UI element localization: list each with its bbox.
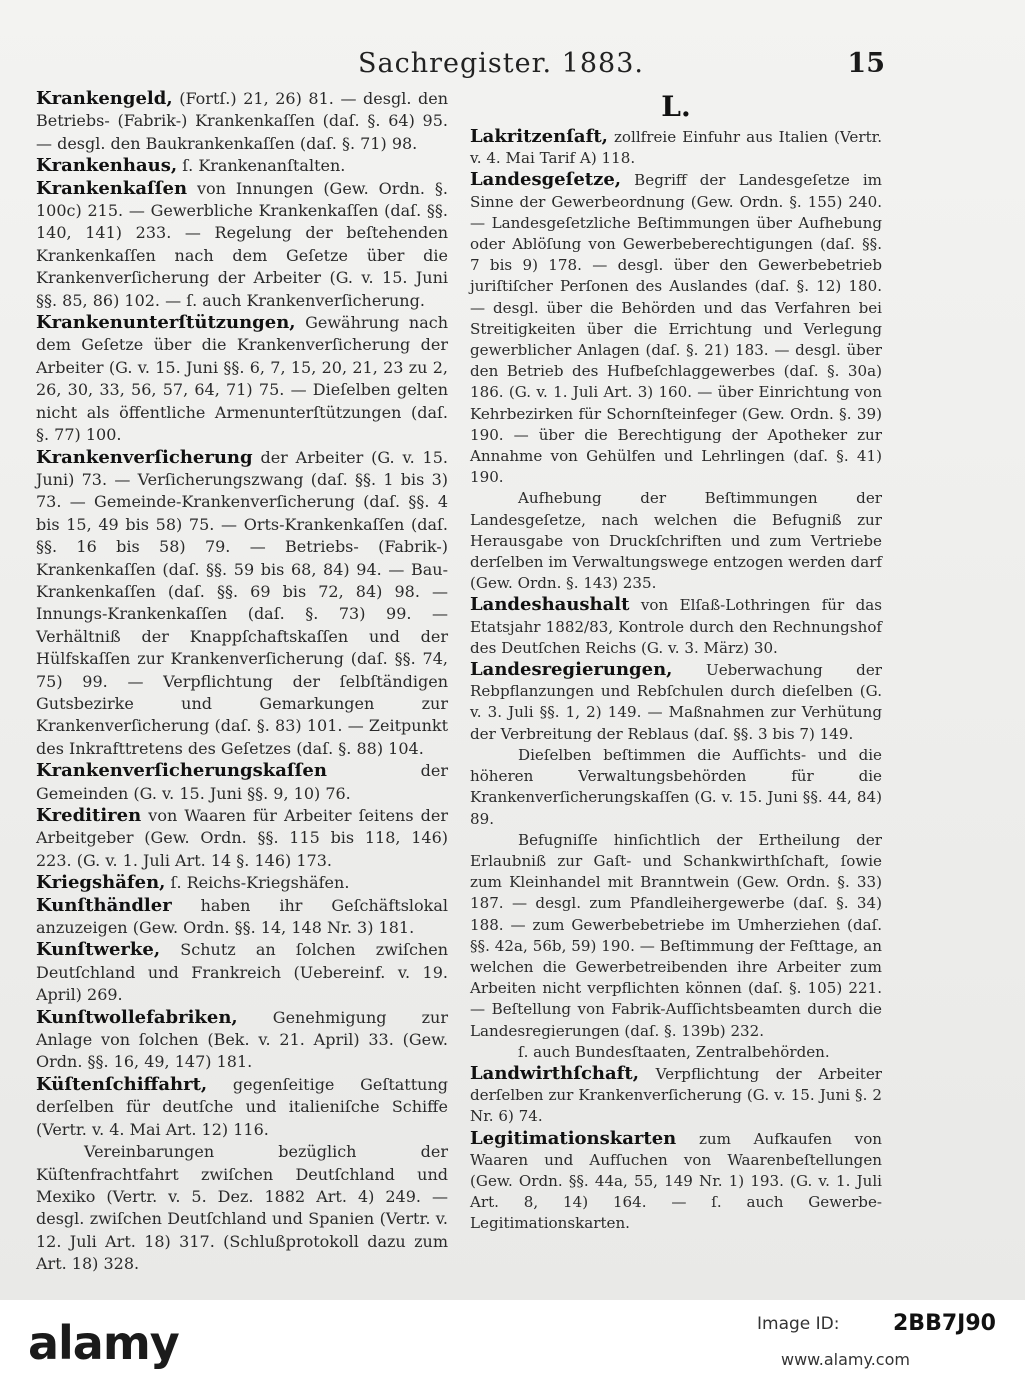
running-head xyxy=(0,48,1025,88)
index-entry xyxy=(36,939,448,1006)
watermark-url: www.alamy.com xyxy=(781,1350,910,1369)
entry-keyword: Legitimationskarten xyxy=(470,1127,677,1149)
entry-keyword: Krankengeld, xyxy=(36,88,173,109)
entry-keyword: Kriegshäfen, xyxy=(36,872,166,894)
entry-text: haben ihr Geſchäftslokal anzuzeigen (Gew. Ordn. §§. 14, 148 Nr. 3) 181. xyxy=(36,895,448,938)
entry-text: von Elſaß-Lothringen für das Etatsjahr 1882/83, Kontrole durch den Rechnungshof des Deutſchen Reichs (G. v. 3. März) 30. xyxy=(470,596,882,657)
entry-keyword: Kreditiren xyxy=(36,805,142,826)
index-entry xyxy=(36,178,448,312)
index-entry xyxy=(470,659,882,745)
entry-text: Verpflichtung der Arbeiter derſelben zur Krankenverſicherung (G. v. 15. Juni §. 2 Nr. 6) 74. xyxy=(470,1064,882,1126)
entry-keyword: Landwirthſchaft, xyxy=(470,1062,639,1084)
entry-text: ſ. Krankenanſtalten. xyxy=(177,156,346,176)
entry-text: Begriff der Landesgeſetze im Sinne der Gewerbeordnung (Gew. Ordn. §. 155) 240. — Landesgeſetzliche Beſtimmungen über Aufhebung oder Ablöſung von Gewerbeberechtigungen (daſ. §§. 7 bis 9) 178. — desgl. über den Gewerbebetrieb juriſtiſcher Perſonen des Auslandes (daſ. §. 12) 180. — desgl. über die Behörden und das Verfahren bei Streitigkeiten über die Errichtung und Verlegung gewerblicher Anlagen (daſ. §. 21) 183. — desgl. über den Betrieb des Hufbeſchlaggewerbes (daſ. §. 30a) 186. (G. v. 1. Juli Art. 3) 160. — über Einrichtung von Kehrbezirken für Schornſteinfeger (Gew. Ordn. §. 39) 190. — über die Berechtigung der Apotheker zur Annahme von Gehülfen und Lehrlingen (daſ. §. 41) 190. xyxy=(470,171,882,487)
entry-text: Gewährung nach dem Geſetze über die Krankenverſicherung der Arbeiter (G. v. 15. Juni §§. 6, 7, 15, 20, 21, 23 zu 2, 26, 30, 33, 56, 57, 64, 71) 75. — Dieſelben gelten nicht als öffentliche Armenunterſtützungen (daſ. §. 77) 100. xyxy=(36,313,448,445)
continuation-paragraph xyxy=(470,488,882,594)
entry-text: der Gemeinden (G. v. 15. Juni §§. 9, 10) 76. xyxy=(36,761,448,803)
index-entry xyxy=(36,895,448,940)
index-entry xyxy=(36,155,448,177)
see-also-line xyxy=(470,1042,882,1063)
entry-keyword: Krankenverſicherung xyxy=(36,446,253,468)
entry-text: gegenſeitige Geſtattung derſelben für deutſche und italieniſche Schiffe (Vertr. v. 4. Mai Art. 12) 116. xyxy=(36,1074,448,1139)
entry-text: von Innungen (Gew. Ordn. §. 100c) 215. — Gewerbliche Krankenkaſſen (daſ. §§. 140, 141) 233. — Regelung der beſtehenden Krankenkaſſen nach dem Geſetze über die Krankenverſicherung der Arbeiter (G. v. 15. Juni §§. 85, 86) 102. — ſ. auch Krankenverſicherung. xyxy=(36,178,448,310)
index-entry xyxy=(36,1074,448,1141)
entry-text: zum Aufkaufen von Waaren und Aufſuchen von Waarenbeſtellungen (Gew. Ordn. §§. 44a, 55, 149 Nr. 1) 193. (G. v. 1. Juli Art. 8, 14) 164. — ſ. auch Gewerbe-Legitimationskarten. xyxy=(470,1129,882,1233)
entry-text: Ueberwachung der Rebpflanzungen und Rebſchulen durch dieſelben (G. v. 3. Juli §§. 1, 2) 149. — Maßnahmen zur Verhütung der Verbreitung der Reblaus (daſ. §§. 3 bis 7) 149. xyxy=(470,661,882,743)
entry-text: Aufhebung der Beſtimmungen der Landesgeſetze, nach welchen die Befugniß zur Herausgabe von Druckſchriften und zum Vertriebe derſelben im Verwaltungswege entzogen werden darf (Gew. Ordn. §. 143) 235. xyxy=(470,489,882,593)
index-entry xyxy=(36,760,448,805)
entry-text: ſ. Reichs-Kriegshäfen. xyxy=(165,873,350,893)
entry-keyword: Krankenkaſſen xyxy=(36,177,188,199)
entry-text: zollfreie Einfuhr aus Italien (Vertr. v. 4. Mai Tarif A) 118. xyxy=(470,128,882,168)
entry-text: von Waaren für Arbeiter ſeitens der Arbeitgeber (Gew. Ordn. §§. 115 bis 118, 146) 223. (G. v. 1. Juli Art. 14 §. 146) 173. xyxy=(36,806,448,870)
entry-text: Genehmigung zur Anlage von ſolchen (Bek. v. 21. April) 33. (Gew. Ordn. §§. 16, 49, 147) 181. xyxy=(36,1007,448,1072)
section-letter: L. xyxy=(661,90,691,123)
entry-keyword: Krankenhaus, xyxy=(36,155,178,177)
entry-keyword: Kunſtwollefabriken, xyxy=(36,1006,238,1028)
entry-keyword: Kunſtwerke, xyxy=(36,939,161,961)
entry-keyword: Kunſthändler xyxy=(36,894,172,916)
index-entry xyxy=(36,88,448,155)
right-column xyxy=(470,88,882,1235)
page-number: 15 xyxy=(847,48,885,79)
entry-keyword: Landesregierungen, xyxy=(470,659,673,681)
image-id-label: Image ID: xyxy=(757,1314,840,1334)
index-entry xyxy=(470,594,882,659)
entry-text: ſ. auch Bundesſtaaten, Zentralbehörden. xyxy=(518,1042,830,1061)
entry-text: Schutz an ſolchen zwiſchen Deutſchland und Frankreich (Uebereinf. v. 19. April) 269. xyxy=(36,940,448,1005)
index-entry xyxy=(36,805,448,872)
image-id: 2BB7J90 xyxy=(893,1311,996,1336)
entry-text: (Fortſ.) 21, 26) 81. — desgl. den Betriebs- (Fabrik-) Krankenkaſſen (daſ. §. 64) 95. — desgl. den Baukrankenkaſſen (daſ. §. 71) 98. xyxy=(36,89,448,153)
continuation-paragraph xyxy=(36,1141,448,1275)
continuation-paragraph xyxy=(470,745,882,830)
entry-text: Vereinbarungen bezüglich der Küſtenfrachtfahrt zwiſchen Deutſchland und Mexiko (Vertr. v. 5. Dez. 1882 Art. 4) 249. — desgl. zwiſchen Deutſchland und Spanien (Vertr. v. 12. Juli Art. 18) 317. (Schlußprotokoll dazu zum Art. 18) 328. xyxy=(36,1142,448,1274)
entry-text: Befugniſſe hinſichtlich der Ertheilung der Erlaubniß zur Gaſt- und Schankwirthſchaft, ſowie zum Kleinhandel mit Branntwein (Gew. Ordn. §. 33) 187. — desgl. zum Pfandleihergewerbe (daſ. §. 34) 188. — zum Gewerbebetriebe im Umherziehen (daſ. §§. 42a, 56b, 59) 190. — Beſtimmung der Feſttage, an welchen die Gewerbetreibenden ihre Arbeiter zum Arbeiten nicht verpflichten können (daſ. §. 105) 221. — Beſtellung von Fabrik-Aufſichtsbeamten durch die Landesregierungen (daſ. §. 139b) 232. xyxy=(470,830,882,1040)
index-entry xyxy=(36,872,448,894)
entry-text: der Arbeiter (G. v. 15. Juni) 73. — Verſicherungszwang (daſ. §§. 1 bis 3) 73. — Gemeinde-Krankenverſicherung (daſ. §§. 4 bis 15, 49 bis 58) 75. — Orts-Krankenkaſſen (daſ. §§. 16 bis 58) 79. — Betriebs- (Fabrik-) Krankenkaſſen (daſ. §§. 59 bis 68, 84) 94. — Bau-Krankenkaſſen (daſ. §§. 69 bis 72, 84) 98. — Innungs-Krankenkaſſen (daſ. §. 73) 99. — Verhältniß der Knappſchaftskaſſen und der Hülfskaſſen zur Krankenverſicherung (daſ. §§. 74, 75) 99. — Verpflichtung der ſelbſtändigen Gutsbezirke und Gemarkungen zur Krankenverſicherung (daſ. §. 83) 101. — Zeitpunkt des Inkrafttretens des Geſetzes (daſ. §. 88) 104. xyxy=(36,447,448,758)
entry-keyword: Krankenunterſtützungen, xyxy=(36,312,296,334)
index-entry xyxy=(470,169,882,488)
index-entry xyxy=(36,312,448,446)
continuation-paragraph xyxy=(470,830,882,1042)
index-entry xyxy=(36,447,448,761)
entry-keyword: Landeshaushalt xyxy=(470,594,630,616)
alamy-logo: alamy xyxy=(28,1316,179,1370)
entry-keyword: Lakritzenſaft, xyxy=(470,126,608,147)
entry-keyword: Krankenverſicherungskaſſen xyxy=(36,760,327,782)
header-title: Sachregister. 1883. xyxy=(358,48,644,79)
entry-text: Dieſelben beſtimmen die Aufſichts- und die höheren Verwaltungsbehörden für die Krankenverſicherungskaſſen (G. v. 15. Juni §§. 44, 84) 89. xyxy=(470,745,882,828)
left-column xyxy=(36,88,448,1276)
index-entry xyxy=(470,126,882,169)
index-entry xyxy=(470,1063,882,1128)
index-entry xyxy=(470,1128,882,1235)
entry-keyword: Landesgeſetze, xyxy=(470,169,622,191)
index-entry xyxy=(36,1007,448,1074)
entry-keyword: Küſtenſchiffahrt, xyxy=(36,1073,208,1095)
